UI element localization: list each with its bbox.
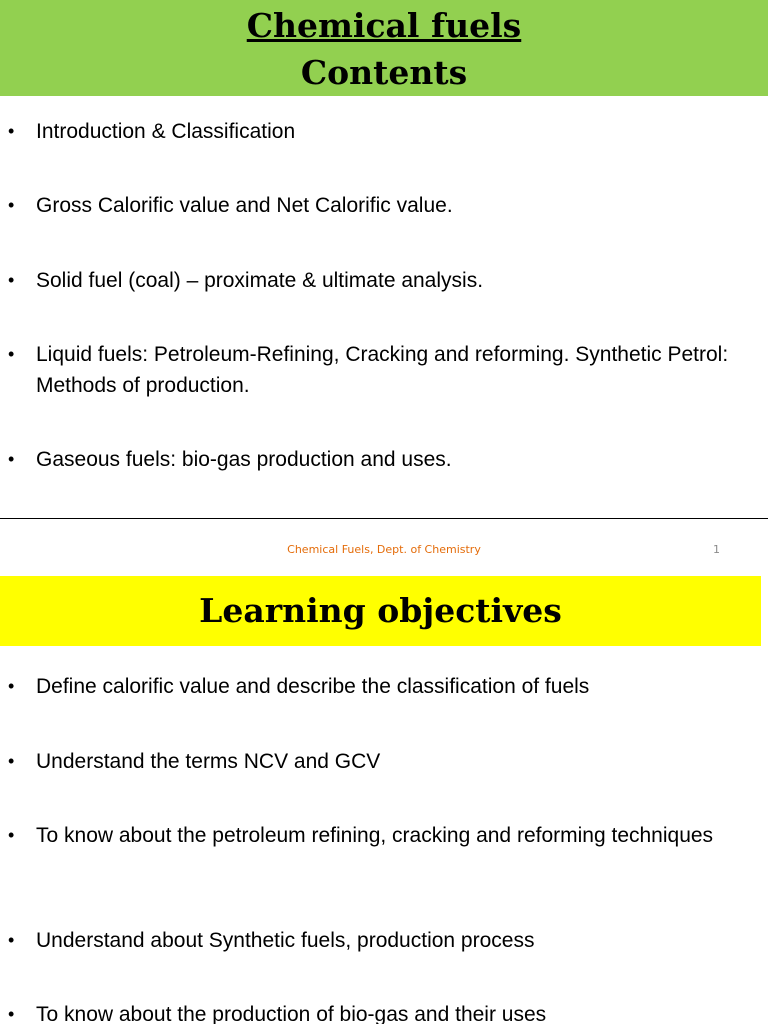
bullet-icon: • xyxy=(8,270,15,290)
bullet-text: Gaseous fuels: bio-gas production and uses. xyxy=(36,448,452,471)
page-number: 1 xyxy=(713,543,720,556)
bullet-text: To know about the petroleum refining, cracking and reforming techniques xyxy=(36,824,714,847)
slide1-subtitle: Contents xyxy=(300,53,468,92)
bullet-icon: • xyxy=(8,930,15,950)
bullet-text: To know about the production of bio-gas and their uses xyxy=(36,1003,547,1024)
bullet-text: Understand the terms NCV and GCV xyxy=(36,750,381,773)
bullet-icon: • xyxy=(8,676,15,696)
bullet-text: Introduction & Classification xyxy=(36,120,296,143)
bullet-text: Solid fuel (coal) – proximate & ultimate analysis. xyxy=(36,269,484,292)
bullet-icon: • xyxy=(8,195,15,215)
bullet-icon: • xyxy=(8,344,15,364)
slide-footer: Chemical Fuels, Dept. of Chemistry xyxy=(287,543,481,556)
slide2-title: Learning objectives xyxy=(0,576,761,646)
bullet-icon: • xyxy=(8,751,15,771)
bullet-text: Liquid fuels: Petroleum-Refining, Cracking and reforming. Synthetic Petrol: Methods of production. xyxy=(36,343,729,397)
slide1-title: Chemical fuels xyxy=(246,6,522,45)
slide-divider xyxy=(0,518,768,519)
bullet-icon: • xyxy=(8,1004,15,1024)
bullet-text: Define calorific value and describe the classification of fuels xyxy=(36,675,590,698)
bullet-text: Gross Calorific value and Net Calorific value. xyxy=(36,194,453,217)
slide1-header xyxy=(0,0,768,96)
bullet-icon: • xyxy=(8,825,15,845)
bullet-text: Understand about Synthetic fuels, production process xyxy=(36,929,535,952)
bullet-icon: • xyxy=(8,449,15,469)
bullet-icon: • xyxy=(8,121,15,141)
